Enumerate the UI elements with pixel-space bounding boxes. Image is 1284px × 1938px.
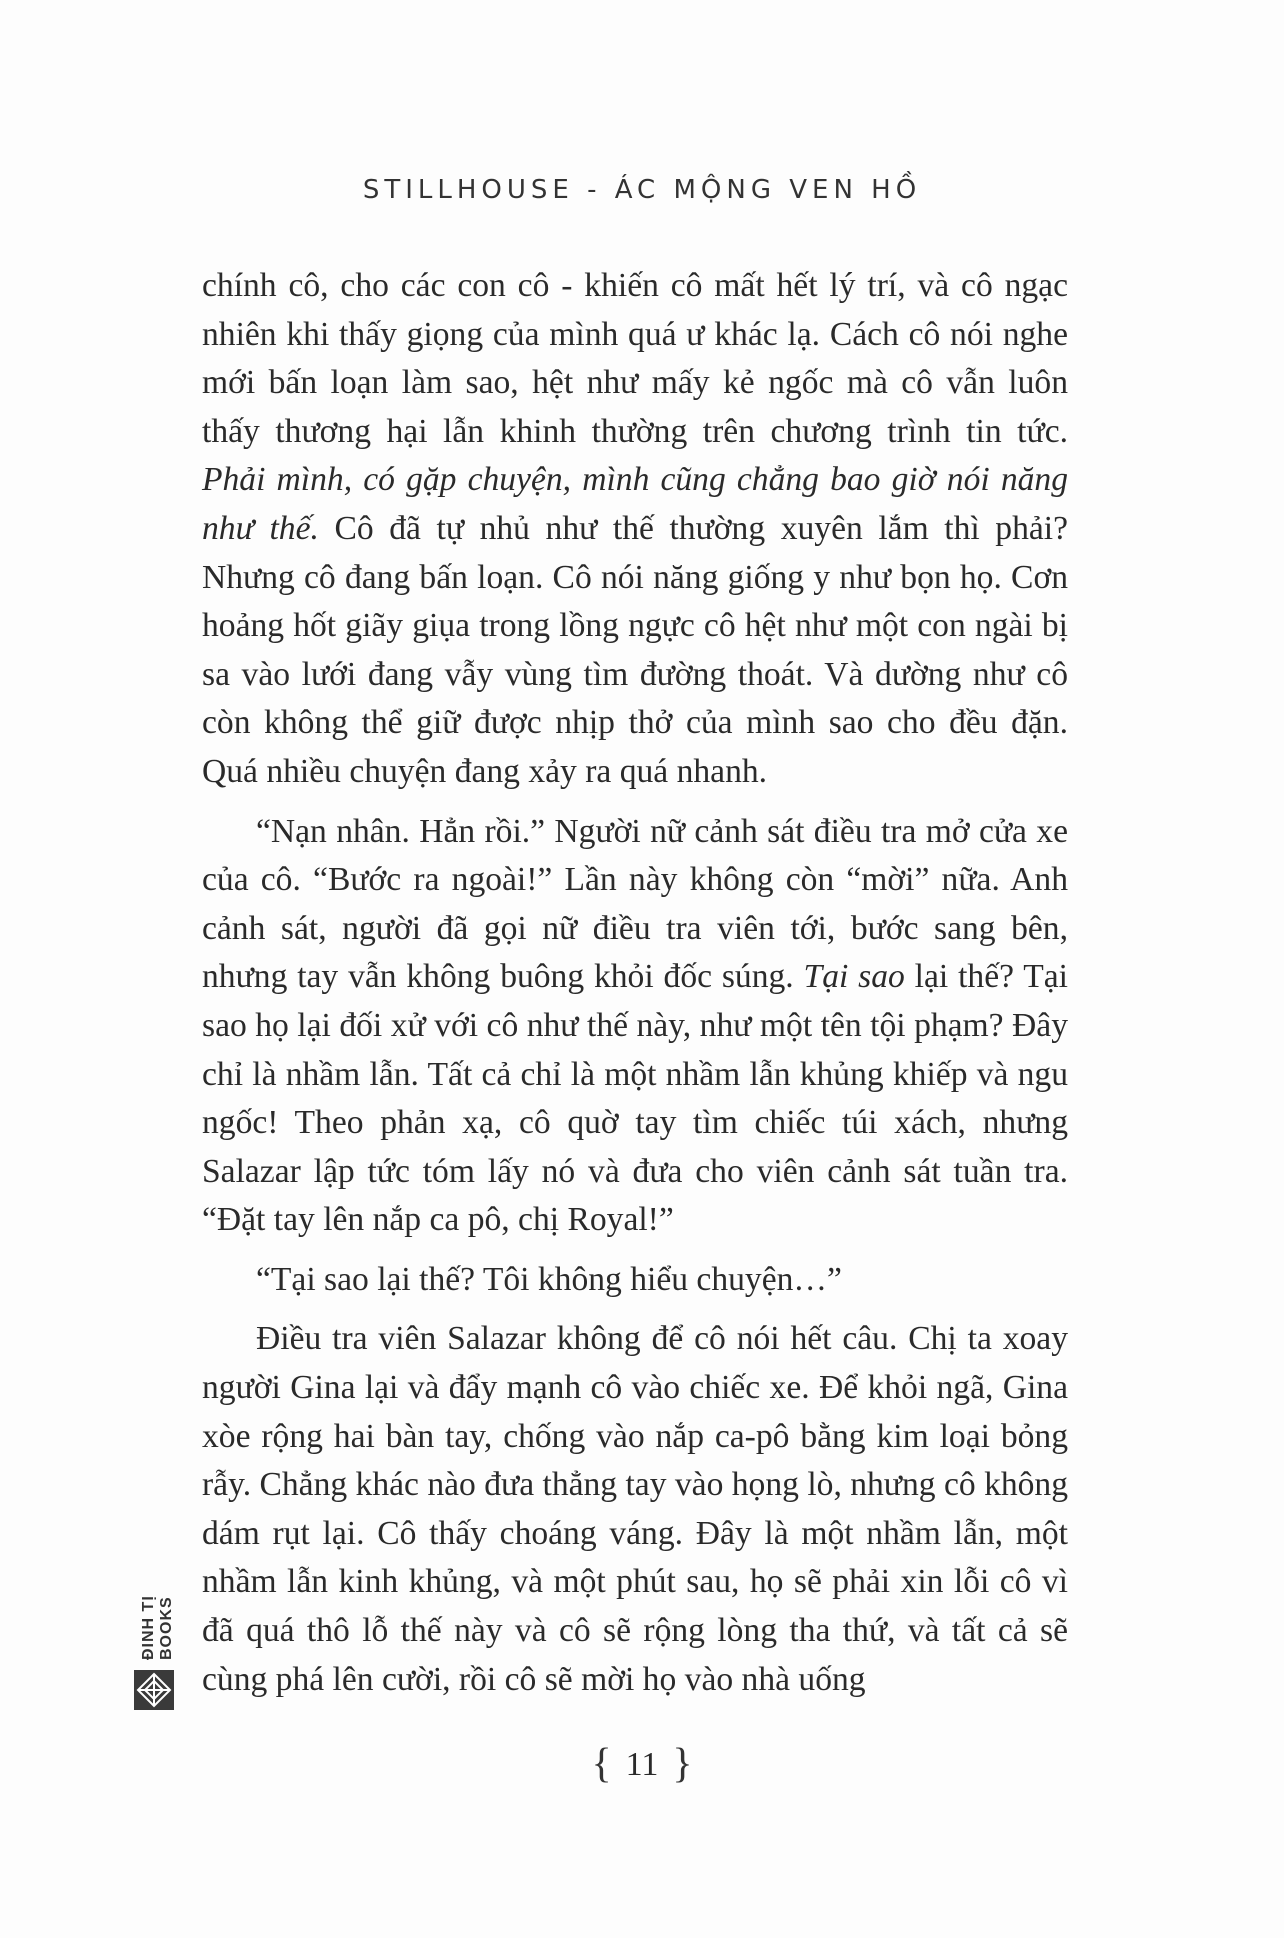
paragraph-1-text-c: Cô đã tự nhủ như thế thường xuyên lắm thì phải? Nhưng cô đang bấn loạn. Cô nói năng giống y như bọn họ. Cơn hoảng hốt giãy giụa trong lồng ngực cô hệt như một con ngài bị sa vào lưới đang vẫy vùng tìm đường thoát. Và dường như cô còn không thể giữ được nhịp thở của mình sao cho đều đặn. Quá nhiều chuyện đang xảy ra quá nhanh. — [202, 509, 1069, 790]
dinhti-diamond-logo-icon — [134, 1670, 174, 1710]
publisher-mark — [130, 1540, 178, 1730]
brace-open: { — [591, 1741, 612, 1787]
paragraph-4: Điều tra viên Salazar không để cô nói hết câu. Chị ta xoay người Gina lại và đẩy mạnh cô vào chiếc xe. Để khỏi ngã, Gina xòe rộng hai bàn tay, chống vào nắp ca-pô bằng kim loại bỏng rẫy. Chẳng khác nào đưa thẳng tay vào họng lò, nhưng cô không dám rụt lại. Cô thấy choáng váng. Đây là một nhầm lẫn, một nhầm lẫn kinh khủng, và một phút sau, họ sẽ phải xin lỗi cô vì đã quá thô lỗ thế này và cô sẽ rộng lòng tha thứ, và tất cả sẽ cùng phá lên cười, rồi cô sẽ mời họ vào nhà uống — [202, 1320, 1069, 1698]
paragraph-1-italic: Phải mình, có gặp chuyện, mình cũng chẳng bao giờ nói năng như thế. — [202, 461, 1068, 547]
paragraph-2-italic: Tại sao — [803, 958, 905, 996]
brace-close: } — [672, 1741, 693, 1787]
running-title: STILLHOUSE - ÁC MỘNG VEN HỒ — [362, 175, 922, 205]
paragraph-2-text-c: lại thế? Tại sao họ lại đối xử với cô như thế này, như một tên tội phạm? Đây chỉ là nhầm lẫn. Tất cả chỉ là một nhầm lẫn khủng khiếp và ngu ngốc! Theo phản xạ, cô quờ tay tìm chiếc túi xách, nhưng Salazar lập tức tóm lấy nó và đưa cho viên cảnh sát tuần tra. “Đặt tay lên nắp ca pô, chị Royal!” — [202, 958, 1068, 1239]
page-number-value: 11 — [625, 1746, 659, 1783]
paragraph-3: “Tại sao lại thế? Tôi không hiểu chuyện…” — [256, 1260, 842, 1298]
paragraph-1-text-a: chính cô, cho các con cô - khiến cô mất hết lý trí, và cô ngạc nhiên khi thấy giọng của mình quá ư khác lạ. Cách cô nói nghe mới bấn loạn làm sao, hệt như mấy kẻ ngốc mà cô vẫn luôn thấy thương hại lẫn khinh thường trên chương trình tin tức. — [202, 267, 1068, 450]
page-number — [0, 1740, 1284, 1788]
paragraph-2 — [202, 808, 1068, 1245]
body-text — [202, 262, 1068, 1715]
publisher-name: ĐINH TỊ BOOKS — [140, 1595, 175, 1660]
paragraph-2-text-a: “Nạn nhân. Hẳn rồi.” Người nữ cảnh sát điều tra mở cửa xe của cô. “Bước ra ngoài!” Lần này không còn “mời” nữa. Anh cảnh sát, người đã gọi nữ điều tra viên tới, bước sang bên, nhưng tay vẫn không buông khỏi đốc súng. — [202, 812, 1068, 996]
paragraph-1 — [202, 262, 1068, 797]
